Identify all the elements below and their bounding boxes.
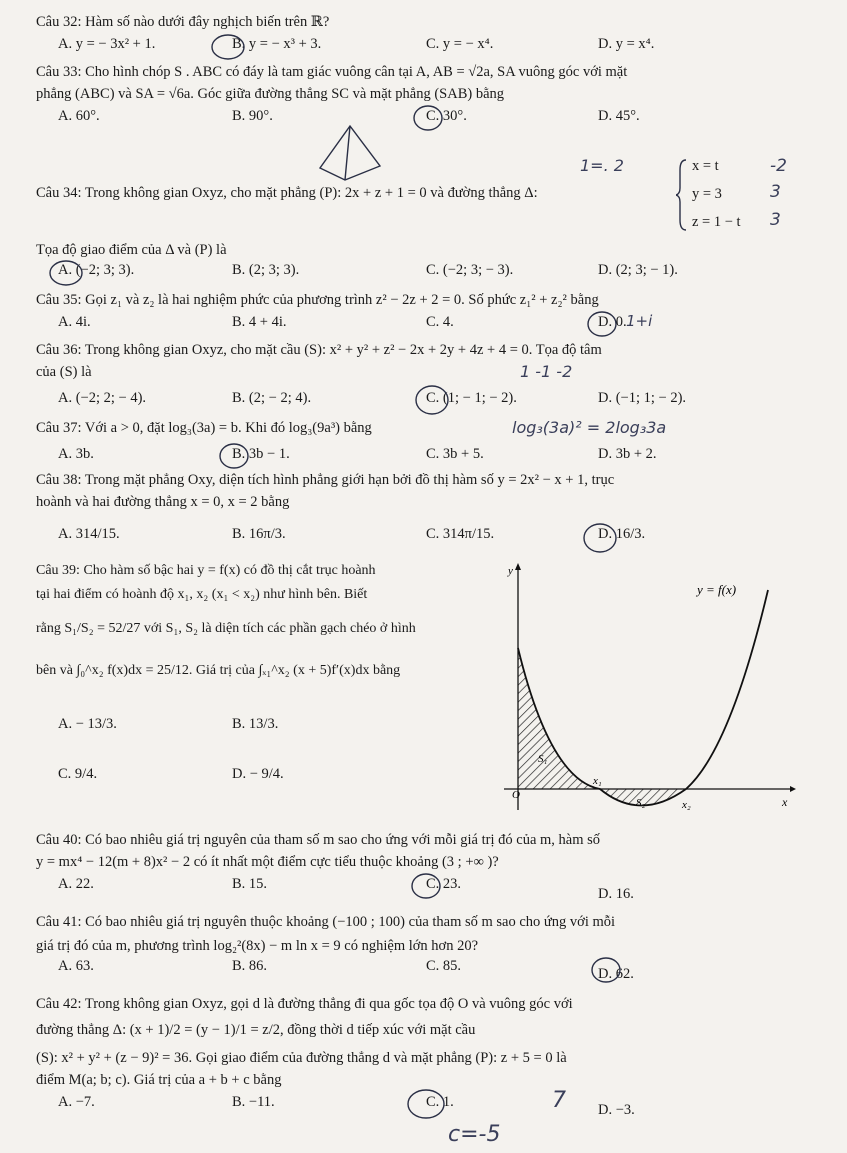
option-b[interactable]: B. (2; − 2; 4). [232,390,312,406]
question-39-options-row2 [58,766,458,788]
handwriting-note-4: 3 [770,210,781,230]
question-36: Câu 36: Trong không gian Oxyz, cho mặt cầu (S): x² + y² + z² − 2x + 2y + 4z + 4 = 0. Tọa độ tâm [36,342,602,358]
handwriting-note-7: log₃(3a)² = 2log₃3a [512,418,667,437]
question-42-line3: (S): x² + y² + (z − 9)² = 36. Gọi giao điểm của đường thẳng d và mặt phẳng (P): z + 5 = 0 là [36,1050,567,1066]
question-42-line2: đường thẳng Δ: (x + 1)/2 = (y − 1)/1 = z/2, đồng thời d tiếp xúc với mặt cầu [36,1022,476,1038]
region-s1 [518,648,600,789]
handwriting-note-6: 1 -1 -2 [520,362,573,381]
option-d[interactable]: D. − 9/4. [232,766,284,782]
option-d[interactable]: D. 0. [598,314,627,330]
option-d[interactable]: D. 3b + 2. [598,446,657,462]
question-41-options [58,958,818,980]
question-42-line4: điểm M(a; b; c). Giá trị của a + b + c bằng [36,1072,282,1088]
question-38: Câu 38: Trong mặt phẳng Oxy, diện tích hình phẳng giới hạn bởi đồ thị hàm số y = 2x² − x + 1, trục [36,472,615,488]
question-41: Câu 41: Có bao nhiêu giá trị nguyên thuộc khoảng (−100 ; 100) của tham số m sao cho ứng với mỗi [36,914,616,930]
question-34: Câu 34: Trong không gian Oxyz, cho mặt phẳng (P): 2x + z + 1 = 0 và đường thẳng Δ: [36,185,538,201]
option-d[interactable]: D. y = x⁴. [598,36,655,52]
option-d[interactable]: D. 62. [598,966,634,982]
option-a[interactable]: A. − 13/3. [58,716,117,732]
question-32-options [58,36,818,58]
option-b[interactable]: B. 4 + 4i. [232,314,287,330]
question-32: Câu 32: Hàm số nào dưới đây nghịch biến trên ℝ? [36,14,330,30]
question-39-line1: Câu 39: Cho hàm số bậc hai y = f(x) có đồ thị cắt trục hoành [36,563,376,578]
option-c[interactable]: C. 85. [426,958,462,974]
question-39-line2: tại hai điểm có hoành độ x₁, x₂ (x₁ < x₂) như hình bên. Biết [36,587,368,602]
option-a[interactable]: A. 63. [58,958,94,974]
question-34-options [58,262,818,284]
option-b[interactable]: B. y = − x³ + 3. [232,36,322,52]
option-a[interactable]: A. 60°. [58,108,100,124]
question-35: Câu 35: Gọi z₁ và z₂ là hai nghiệm phức của phương trình z² − 2z + 2 = 0. Số phức z₁² + z₂² bằng [36,292,599,308]
system-eq-2: y = 3 [692,186,722,202]
question-40: Câu 40: Có bao nhiêu giá trị nguyên của tham số m sao cho ứng với mỗi giá trị đó của m, hàm số [36,832,601,848]
option-d[interactable]: D. −3. [598,1102,635,1118]
option-c[interactable]: C. (1; − 1; − 2). [426,390,517,406]
option-b[interactable]: B. 86. [232,958,268,974]
option-d[interactable]: D. (2; 3; − 1). [598,262,678,278]
option-c[interactable]: C. 3b + 5. [426,446,484,462]
question-37: Câu 37: Với a > 0, đặt log₃(3a) = b. Khi đó log₃(9a³) bằng [36,420,372,436]
option-c[interactable]: C. 4. [426,314,454,330]
question-38-line2: hoành và hai đường thẳng x = 0, x = 2 bằng [36,494,290,510]
handwriting-note-1: 1=. 2 [580,156,624,175]
option-b[interactable]: B. 90°. [232,108,273,124]
handwriting-note-3: 3 [770,182,781,202]
option-c[interactable]: C. 9/4. [58,766,98,782]
question-36-options [58,390,818,412]
option-c[interactable]: C. 23. [426,876,462,892]
y-axis-label: y [508,565,513,577]
pyramid-sketch [300,118,420,188]
question-37-options [58,446,818,468]
option-c[interactable]: C. 1. [426,1094,454,1110]
question-33: Câu 33: Cho hình chóp S . ABC có đáy là tam giác vuông cân tại A, AB = √2a, SA vuông góc với mặt [36,64,628,80]
question-40-line2: y = mx⁴ − 12(m + 8)x² − 2 có ít nhất một điểm cực tiểu thuộc khoảng (3 ; +∞ )? [36,854,499,870]
option-d[interactable]: D. 16. [598,886,634,902]
option-d[interactable]: D. (−1; 1; − 2). [598,390,687,406]
option-b[interactable]: B. 13/3. [232,716,279,732]
x-axis-label: x [782,795,788,809]
option-d[interactable]: D. 45°. [598,108,640,124]
question-38-options [58,526,818,548]
question-40-options [58,876,818,902]
function-label: y = f(x) [697,582,737,597]
question-42: Câu 42: Trong không gian Oxyz, gọi d là đường thẳng đi qua gốc tọa độ O và vuông góc với [36,996,573,1012]
option-b[interactable]: B. 3b − 1. [232,446,290,462]
question-35-options [58,314,818,336]
question-36-line2: của (S) là [36,364,92,380]
question-42-options [58,1094,818,1116]
option-b[interactable]: B. 16π/3. [232,526,286,542]
handwriting-note-5: 1+i [626,312,653,330]
handwriting-note-8: 7 [552,1088,566,1113]
option-a[interactable]: A. −7. [58,1094,95,1110]
option-b[interactable]: B. −11. [232,1094,275,1110]
origin-label: O [512,789,520,801]
option-b[interactable]: B. (2; 3; 3). [232,262,300,278]
handwriting-note-2: -2 [770,156,787,176]
option-a[interactable]: A. y = − 3x² + 1. [58,36,156,52]
question-41-line2: giá trị đó của m, phương trình log₂²(8x) − m ln x = 9 có nghiệm lớn hơn 20? [36,938,479,954]
question-39-options-row1 [58,716,458,738]
option-c[interactable]: C. y = − x⁴. [426,36,494,52]
question-39-line4: bên và ∫₀^x₂ f(x)dx = 25/12. Giá trị của ∫ₓ₁^x₂ (x + 5)f′(x)dx bằng [36,663,401,678]
question-33-line2: phẳng (ABC) và SA = √6a. Góc giữa đường thẳng SC và mặt phẳng (SAB) bằng [36,86,505,102]
s2-label: S₂ [636,797,646,809]
handwriting-note-9: c=-5 [448,1122,501,1147]
option-b[interactable]: B. 15. [232,876,268,892]
option-a[interactable]: A. 3b. [58,446,94,462]
question-39-line3: rằng S₁/S₂ = 52/27 với S₁, S₂ là diện tích các phần gạch chéo ở hình [36,621,416,636]
option-c[interactable]: C. 30°. [426,108,467,124]
option-a[interactable]: A. 314/15. [58,526,120,542]
x1-label: x₁ [593,775,602,787]
option-c[interactable]: C. 314π/15. [426,526,495,542]
option-c[interactable]: C. (−2; 3; − 3). [426,262,514,278]
s1-label: S₁ [538,753,548,765]
option-a[interactable]: A. (−2; 3; 3). [58,262,135,278]
question-33-options [58,108,818,130]
option-a[interactable]: A. 4i. [58,314,91,330]
system-eq-1: x = t [692,158,719,174]
function-graph [490,560,820,820]
option-a[interactable]: A. 22. [58,876,94,892]
x2-label: x₂ [682,799,691,811]
option-a[interactable]: A. (−2; 2; − 4). [58,390,147,406]
system-brace [676,158,688,232]
question-34-line2: Tọa độ giao điểm của Δ và (P) là [36,242,227,258]
option-d[interactable]: D. 16/3. [598,526,646,542]
system-eq-3: z = 1 − t [692,214,741,230]
